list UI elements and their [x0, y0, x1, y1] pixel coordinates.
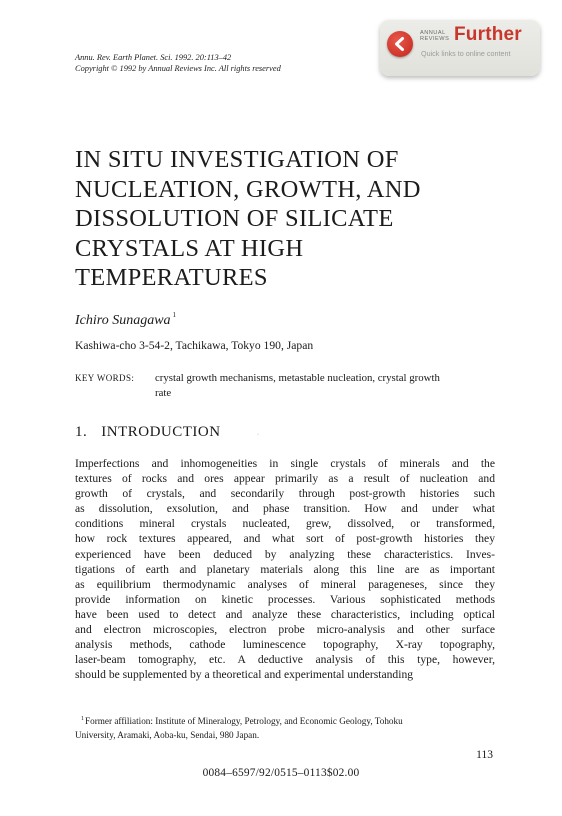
author-footnote-mark: 1: [172, 311, 177, 319]
body-line: provide information on kinetic processes. Various sophisticated methods: [75, 592, 495, 606]
title-line: IN SITU INVESTIGATION OF: [75, 146, 399, 173]
footnote-mark: 1: [81, 716, 84, 722]
keywords-list: [155, 371, 493, 401]
section-number: 1.: [75, 424, 88, 440]
author-address: Kashiwa-cho 3-54-2, Tachikawa, Tokyo 190, Japan: [75, 339, 314, 352]
body-line: textures of rocks and ores appear primarily as a result of nucleation and: [75, 472, 495, 486]
body-line: analysis methods, cathode luminescence topography, X-ray topography,: [75, 638, 495, 652]
keywords-line: crystal growth mechanisms, metastable nucleation, crystal growth: [155, 372, 440, 384]
body-line: how rock textures appeared, and what sort of post-growth histories they: [75, 532, 495, 546]
body-line: should be supplemented by a theoretical and experimental understanding: [75, 668, 414, 682]
author-name: Ichiro Sunagawa: [75, 313, 171, 328]
badge-annual-reviews-wordmark: [420, 30, 449, 43]
footnote-line: [75, 713, 495, 729]
stray-mark: ·: [257, 432, 260, 438]
section-heading: [75, 424, 260, 441]
price-code: 0084–6597/92/0515–0113$02.00: [202, 767, 360, 779]
body-line: conditions mineral crystals nucleated, grew, dissolved, or transformed,: [75, 517, 495, 531]
annual-reviews-further-badge[interactable]: [380, 20, 540, 76]
keywords-label: KEY WORDS:: [75, 373, 135, 383]
body-line: and electron microscopies, electron probe micro-analysis and other surface: [75, 623, 495, 637]
citation-line-journal: Annu. Rev. Earth Planet. Sci. 1992. 20:113–42: [75, 53, 232, 62]
article-title: [75, 145, 495, 293]
badge-subtitle: Quick links to online content: [421, 49, 511, 58]
citation-line-copyright: Copyright © 1992 by Annual Reviews Inc. All rights reserved: [75, 64, 281, 73]
keywords-line: rate: [155, 387, 172, 399]
body-line: as equilibrium thermodynamic analyses of mineral parageneses, since they: [75, 577, 495, 591]
title-line: TEMPERATURES: [75, 264, 268, 291]
badge-annual-text: ANNUAL: [420, 30, 446, 36]
badge-further-text: Further: [454, 24, 522, 45]
section-title: INTRODUCTION: [101, 424, 221, 440]
title-line: DISSOLUTION OF SILICATE: [75, 205, 394, 232]
badge-reviews-text: REVIEWS: [420, 36, 450, 43]
introduction-paragraph: [75, 456, 495, 682]
body-line: growth of crystals, and secondarily through post-growth histories such: [75, 487, 495, 501]
footnote-text-line1: Former affiliation: Institute of Mineralogy, Petrology, and Economic Geology, Tohoku: [85, 716, 403, 726]
body-line: Imperfections and inhomogeneities in single crystals of minerals and the: [75, 457, 495, 470]
body-line: have been used to detect and analyze these characteristics, including optical: [75, 607, 495, 621]
journal-citation: [75, 52, 281, 74]
body-line: experienced have been deduced by analyzing these characteristics. Inves-: [75, 547, 495, 561]
title-line: CRYSTALS AT HIGH: [75, 234, 304, 262]
page-number: 113: [476, 749, 493, 761]
author: [75, 311, 176, 329]
body-line: as dissolution, exsolution, and phase transition. How and under what: [75, 502, 495, 516]
footnote-text-line2: University, Aramaki, Aoba-ku, Sendai, 980 Japan.: [75, 729, 260, 740]
body-line: tigations of earth and planetary materials along this line are as important: [75, 562, 495, 576]
play-arrow-icon: [387, 31, 413, 57]
title-line: NUCLEATION, GROWTH, AND: [75, 175, 421, 203]
body-line: laser-beam tomography, etc. A deductive analysis of this type, however,: [75, 653, 495, 667]
footnote: [75, 713, 495, 742]
